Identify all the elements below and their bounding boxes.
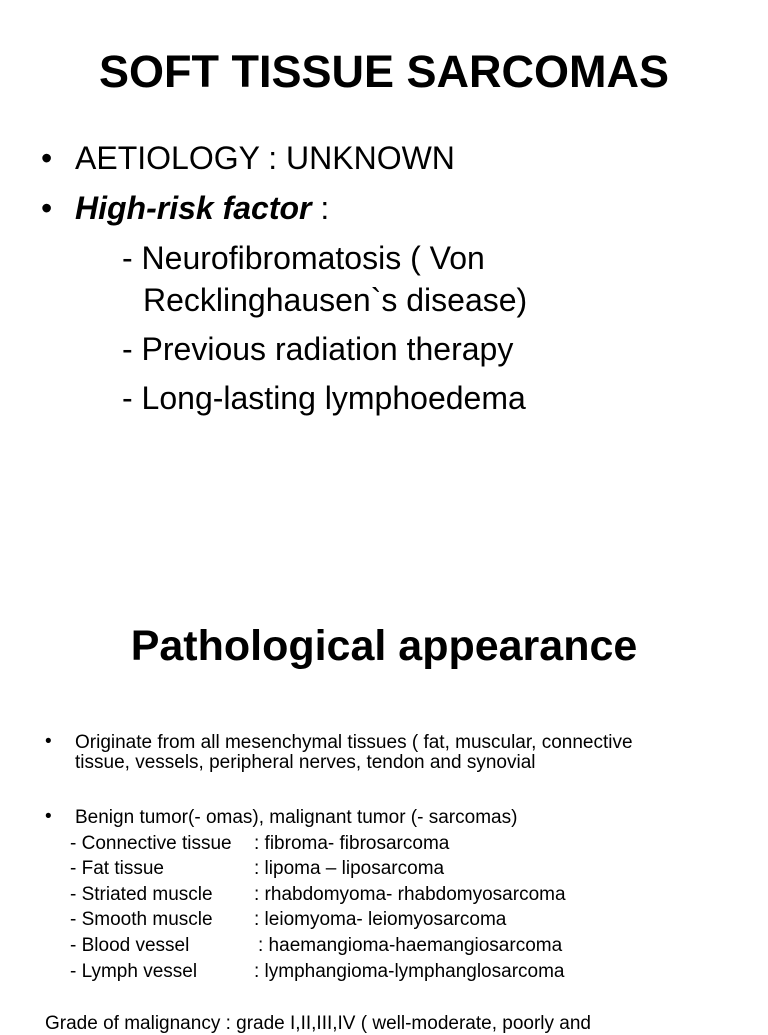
tumor-row-tissue: - Blood vessel (70, 935, 190, 956)
tumor-row-types: : haemangioma-haemangiosarcoma (258, 935, 563, 956)
risk-item: - Neurofibromatosis ( Von (122, 240, 485, 276)
origin-text-line-2: tissue, vessels, peripheral nerves, tendon and synovial (75, 752, 536, 773)
bullet-icon: • (45, 806, 52, 827)
risk-factor-label: High-risk factor (75, 190, 312, 226)
bullet-icon: • (41, 140, 53, 176)
risk-factor-bullet-item (41, 190, 330, 227)
tumor-row-tissue: - Fat tissue (70, 858, 164, 879)
tumor-row-types: : leiomyoma- leiomyosarcoma (254, 909, 507, 930)
bullet-icon: • (45, 731, 52, 752)
risk-item-continuation: Recklinghausen`s disease) (143, 282, 528, 318)
tumor-row-tissue: - Smooth muscle (70, 909, 213, 930)
bullet-icon: • (41, 190, 53, 226)
aetiology-bullet-item (41, 140, 455, 177)
tumor-row-tissue: - Connective tissue (70, 833, 232, 854)
risk-factor-colon: : (311, 190, 330, 226)
tumor-row-types: : rhabdomyoma- rhabdomyosarcoma (254, 884, 566, 905)
tumor-heading: Benign tumor(- omas), malignant tumor (- sarcomas) (75, 807, 518, 828)
grade-line: Grade of malignancy : grade I,II,III,IV ( well-moderate, poorly and (45, 1013, 591, 1034)
tumor-row-tissue: - Striated muscle (70, 884, 213, 905)
slide-2-title: Pathological appearance (130, 622, 638, 670)
risk-item: - Long-lasting lymphoedema (122, 380, 526, 416)
risk-item: - Previous radiation therapy (122, 331, 514, 367)
origin-text-line-1: Originate from all mesenchymal tissues ( fat, muscular, connective (75, 732, 633, 753)
aetiology-text: AETIOLOGY : UNKNOWN (75, 140, 455, 176)
tumor-row-types: : fibroma- fibrosarcoma (254, 833, 450, 854)
tumor-row-types: : lipoma – liposarcoma (254, 858, 445, 879)
slide-1-title: SOFT TISSUE SARCOMAS (98, 46, 670, 97)
tumor-row-types: : lymphangioma-lymphanglosarcoma (254, 961, 565, 982)
tumor-row-tissue: - Lymph vessel (70, 961, 198, 982)
